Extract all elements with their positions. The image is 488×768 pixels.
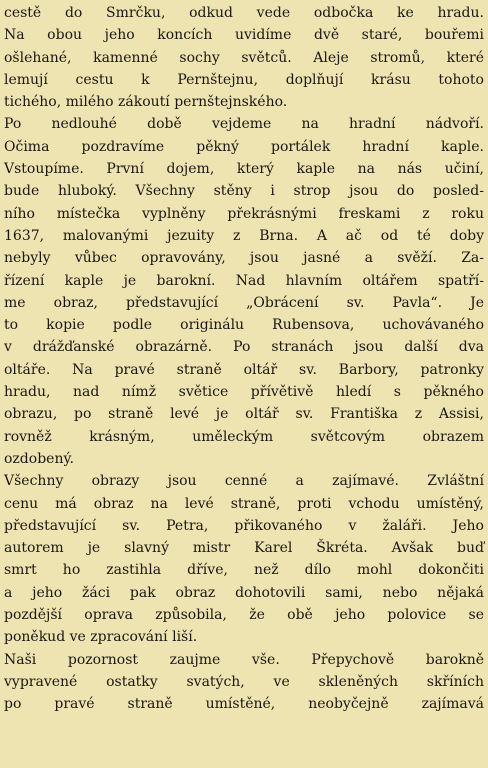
- text-line: ozdobený.: [4, 450, 74, 467]
- text-line: smrt ho zastihla dříve, než dílo mohl dokončiti: [4, 562, 484, 579]
- text-line: Na obou jeho koncích uvidíme dvě staré, bouřemi: [4, 27, 484, 44]
- text-line: poněkud ve zpracování liší.: [4, 629, 198, 646]
- text-line: Naši pozornost zaujme vše. Přepychově barokně: [4, 651, 484, 668]
- text-line: to kopie podle originálu Rubensova, uchovávaného: [4, 317, 484, 334]
- text-line: a jeho žáci pak obraz dohotovili sami, nebo nějaká: [4, 584, 484, 601]
- text-line: obrazu, po straně levé je oltář sv. Františka z Assisi,: [4, 406, 484, 423]
- text-line: cenu má obraz na levé straně, proti vchodu umístěný,: [4, 495, 484, 512]
- text-line: ního místečka vyplněny překrásnými freskami z roku: [4, 205, 484, 222]
- text-line: vypravené ostatky svatých, ve skleněných skříních: [4, 673, 484, 690]
- text-line: představující sv. Petra, přikovaného v žaláři. Jeho: [4, 517, 484, 534]
- text-line: tichého, milého zákoutí pernštejnského.: [4, 94, 288, 111]
- text-line: 1637, malovanými jezuity z Brna. A ač od té doby: [4, 227, 484, 244]
- text-line: rovněž krásným, uměleckým světcovým obrazem: [4, 428, 484, 445]
- text-line: me obraz, představující „Obrácení sv. Pavla“. Je: [4, 294, 484, 311]
- text-line: bude hluboký. Všechny stěny i strop jsou do posled-: [4, 183, 484, 200]
- text-line: Všechny obrazy jsou cenné a zajímavé. Zvláštní: [4, 473, 484, 490]
- text-line: ošlehané, kamenné sochy světců. Aleje stromů, které: [4, 49, 484, 66]
- text-line: hradu, nad nímž světice přívětivě hledí s pěkného: [4, 384, 484, 401]
- text-line: Vstoupíme. První dojem, který kaple na nás učiní,: [4, 161, 484, 178]
- text-line: lemují cestu k Pernštejnu, doplňují krásu tohoto: [4, 71, 484, 88]
- body-text: [4, 2, 484, 716]
- text-line: cestě do Smrčku, odkud vede odbočka ke hradu.: [4, 5, 484, 21]
- text-line: oltáře. Na pravé straně oltář sv. Barbory, patronky: [4, 361, 484, 378]
- text-line: v drážďanské obrazárně. Po stranách jsou další dva: [4, 339, 484, 356]
- text-line: Po nedlouhé době vejdeme na hradní nádvoří.: [4, 116, 484, 133]
- text-line: nebyly vůbec opravovány, jsou jasné a svěží. Za-: [4, 250, 484, 267]
- text-line: autorem je slavný mistr Karel Škréta. Avšak buď: [4, 540, 484, 557]
- text-line: řízení kaple je barokní. Nad hlavním oltářem spatří-: [4, 272, 484, 289]
- text-line: Očima pozdravíme pěkný portálek hradní kaple.: [4, 138, 484, 155]
- text-line: pozdější oprava způsobila, že obě jeho polovice se: [4, 607, 484, 624]
- text-line: po pravé straně umístěné, neobyčejně zajímavá: [4, 696, 484, 713]
